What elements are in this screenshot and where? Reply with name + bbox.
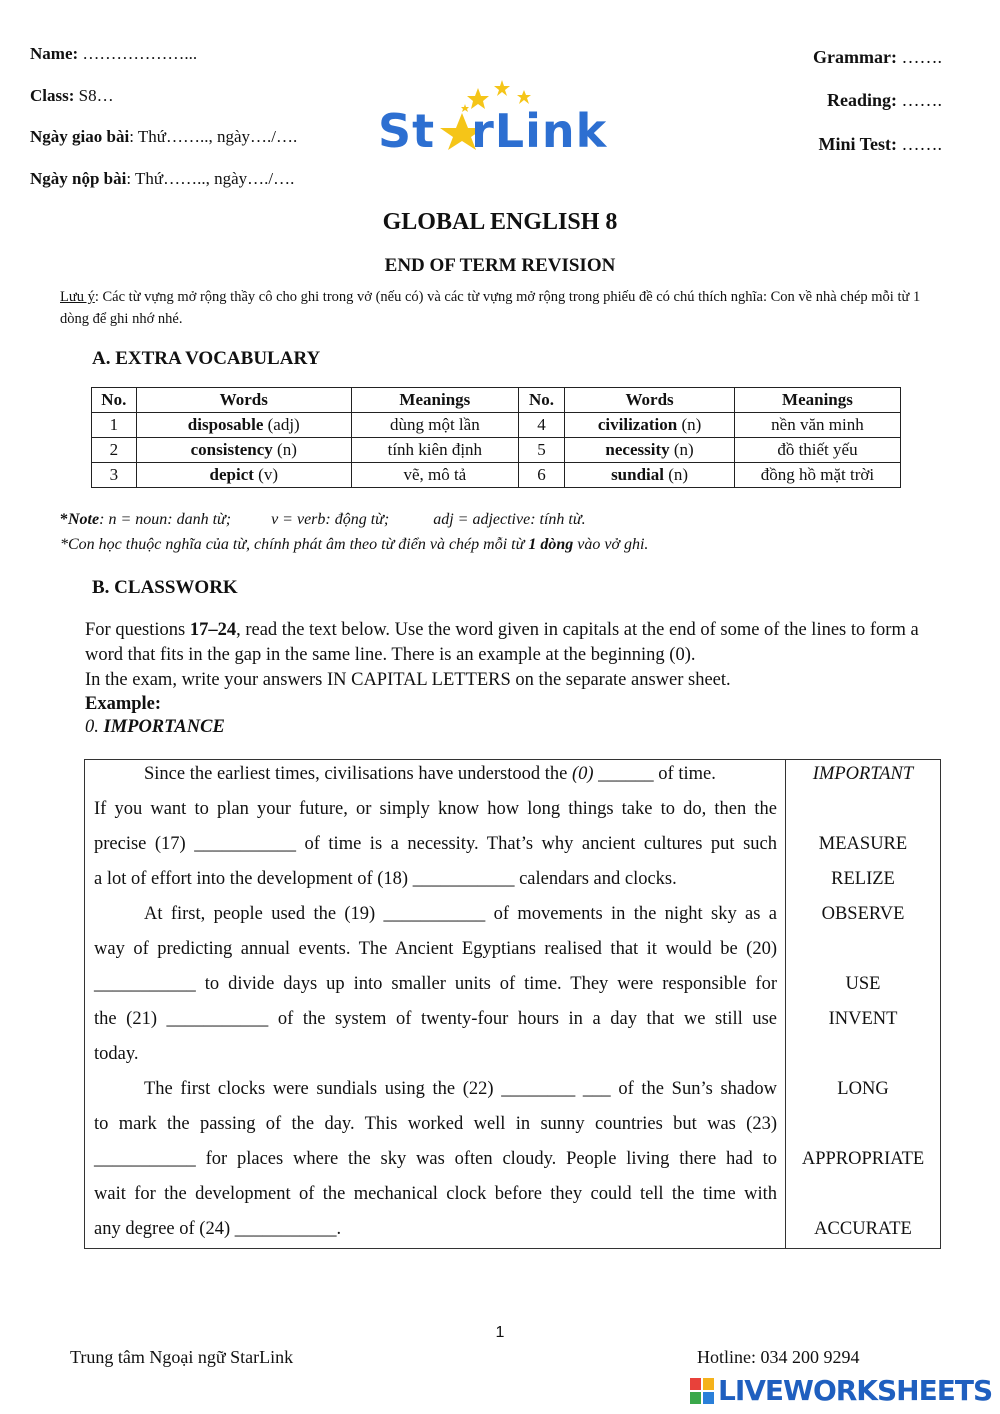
cue-word-18: RELIZE [831, 869, 895, 889]
part-of-speech: (adj) [263, 415, 300, 434]
minitest-value[interactable]: ……. [901, 134, 942, 154]
cue-word-21: INVENT [828, 1009, 898, 1029]
word-text: depict [209, 465, 254, 484]
name-value[interactable]: ………………... [82, 44, 198, 63]
col-header-no: No. [92, 388, 137, 413]
vocab-meaning: dùng một lần [351, 413, 518, 438]
vocab-meaning: đồng hồ mặt trời [734, 463, 900, 488]
passage-line-6: way of predicting annual events. The Ancient Egyptians realised that it would be (20) [94, 939, 777, 959]
instructions-line-2: In the exam, write your answers IN CAPITAL LETTERS on the separate answer sheet. [85, 670, 731, 690]
instructions [85, 618, 945, 668]
minitest-label: Mini Test: [818, 134, 897, 154]
submit-date-value[interactable]: : Thứ…….., ngày…./…. [126, 169, 295, 188]
example-number: 0. [85, 717, 104, 737]
cue-word-0: IMPORTANT [812, 764, 914, 784]
vocab-word [136, 413, 351, 438]
column-divider [785, 760, 786, 1248]
footer-center-name: Trung tâm Ngoại ngữ StarLink [70, 1347, 294, 1367]
reading-score [827, 90, 942, 111]
row-number: 1 [92, 413, 137, 438]
minitest-score [818, 134, 942, 155]
passage-line-11: to mark the passing of the day. This worked well in sunny countries but was (23) [94, 1114, 777, 1134]
row-number: 6 [518, 463, 564, 488]
passage-line-10: The first clocks were sundials using the (22) ________ ___ of the Sun’s shadow [144, 1079, 777, 1099]
logo-text-after: rLink [471, 104, 608, 158]
liveworksheets-watermark [690, 1374, 993, 1408]
submit-date-line [30, 169, 294, 189]
example-label: Example: [85, 694, 162, 714]
passage-line-13: wait for the development of the mechanical clock before they could tell the time with [94, 1184, 777, 1204]
vocab-header-row [92, 388, 901, 413]
passage-line-3: precise (17) ___________ of time is a necessity. That’s why ancient cultures put such [94, 834, 777, 854]
class-line [30, 86, 114, 106]
starlink-logo [378, 78, 628, 158]
passage-text: ______ of time. [593, 764, 716, 784]
reading-value[interactable]: ……. [901, 90, 942, 110]
instr-question-range: 17–24 [189, 620, 237, 640]
cue-word-22: LONG [837, 1079, 889, 1099]
note-label-bold: Note [68, 511, 100, 528]
passage-line-8: the (21) ___________ of the system of twenty-four hours in a day that we still use [94, 1009, 777, 1029]
vocab-word [565, 413, 735, 438]
col-header-meanings: Meanings [351, 388, 518, 413]
reading-label: Reading: [826, 90, 897, 110]
passage-text: Since the earliest times, civilisations have understood the [144, 764, 572, 784]
assign-date-line [30, 127, 297, 147]
logo-text [378, 104, 607, 158]
note-label: Lưu ý [60, 289, 95, 305]
section-a-title: A. EXTRA VOCABULARY [92, 348, 321, 369]
row-number: 3 [92, 463, 137, 488]
passage-line-9: today. [94, 1044, 139, 1064]
vocab-meaning: nền văn minh [734, 413, 900, 438]
assign-date-value[interactable]: : Thứ…….., ngày…./…. [129, 127, 298, 146]
vocab-meaning: tính kiên định [351, 438, 518, 463]
cue-word-19: OBSERVE [821, 904, 905, 924]
vocab-word [136, 463, 351, 488]
word-text: disposable [187, 415, 264, 434]
cue-word-23: APPROPRIATE [801, 1149, 925, 1169]
cue-word-24: ACCURATE [814, 1219, 912, 1239]
study-note-c: vào vở ghi. [573, 536, 649, 553]
word-text: civilization [597, 415, 678, 434]
word-text: consistency [190, 440, 273, 459]
table-row [92, 438, 901, 463]
word-text: sundial [611, 465, 664, 484]
example-answer-line [85, 715, 225, 740]
liveworksheets-logo-icon [690, 1378, 714, 1404]
cue-word-17: MEASURE [818, 834, 908, 854]
row-number: 4 [518, 413, 564, 438]
vocab-table [91, 387, 901, 488]
passage-line-14: any degree of (24) ___________. [94, 1219, 342, 1239]
example-gap-number: (0) [571, 764, 594, 784]
col-header-no: No. [518, 388, 564, 413]
note-text: : Các từ vựng mở rộng thầy cô cho ghi trong vở (nếu có) và các từ vựng mở rộng trong phiếu đề có chú thích nghĩa: Con về nhà chép mỗi từ 1 dòng để ghi nhớ nhé. [60, 289, 921, 327]
part-of-speech: (v) [253, 465, 278, 484]
footer-hotline: Hotline: 034 200 9294 [697, 1347, 860, 1367]
name-line [30, 44, 197, 64]
part-of-speech: (n) [669, 440, 694, 459]
study-note [60, 536, 648, 554]
instr-c: , read the text below. Use the word given in capitals at the end of some of the lines to form a word that fits in the gap in the same line. There is an example at the beginning (0). [85, 620, 919, 665]
passage-line-1 [94, 757, 777, 792]
passage-line-5: At first, people used the (19) ___________ of movements in the night sky as a [144, 904, 777, 924]
note-verb: v = verb: động từ; [271, 511, 390, 528]
col-header-words: Words [136, 388, 351, 413]
submit-date-label: Ngày nộp bài [30, 169, 127, 188]
instr-a: For questions [85, 620, 190, 640]
note-noun: : n = noun: danh từ; [99, 511, 232, 528]
passage-line-7: ___________ to divide days up into smaller units of time. They were responsible for [94, 974, 777, 994]
cue-word-20: USE [845, 974, 881, 994]
grammar-label: Grammar: [813, 47, 897, 67]
example-answer: IMPORTANCE [103, 717, 225, 737]
note-adjective: adj = adjective: tính từ. [433, 511, 586, 528]
col-header-words: Words [565, 388, 735, 413]
abbreviation-note [60, 511, 586, 529]
table-row [92, 463, 901, 488]
class-label: Class: [30, 86, 75, 105]
part-of-speech: (n) [272, 440, 297, 459]
name-label: Name: [30, 44, 79, 63]
passage-box [84, 759, 941, 1249]
assign-date-label: Ngày giao bài [30, 127, 130, 146]
part-of-speech: (n) [664, 465, 689, 484]
logo-text-before: St [378, 104, 436, 158]
vocab-word [565, 438, 735, 463]
vocab-word [136, 438, 351, 463]
note-star: * [60, 511, 68, 528]
col-header-meanings: Meanings [734, 388, 900, 413]
passage-line-12: ___________ for places where the sky was often cloudy. People living there had to [94, 1149, 777, 1169]
grammar-value[interactable]: ……. [901, 47, 942, 67]
passage-line-4: a lot of effort into the development of (18) ___________ calendars and clocks. [94, 869, 677, 889]
table-row [92, 413, 901, 438]
class-value[interactable]: S8… [78, 86, 114, 105]
part-of-speech: (n) [677, 415, 702, 434]
page-number: 1 [495, 1324, 505, 1341]
row-number: 2 [92, 438, 137, 463]
vocab-word [565, 463, 735, 488]
vietnamese-note [60, 286, 945, 330]
section-b-title: B. CLASSWORK [92, 577, 238, 598]
page-subtitle: END OF TERM REVISION [384, 255, 616, 276]
word-text: necessity [605, 440, 670, 459]
study-note-a: *Con học thuộc nghĩa của từ, chính phát âm theo từ điển và chép mỗi từ [60, 536, 529, 553]
grammar-score [813, 47, 942, 68]
row-number: 5 [518, 438, 564, 463]
page-title: GLOBAL ENGLISH 8 [382, 209, 618, 235]
watermark-text: LIVEWORKSHEETS [718, 1374, 993, 1407]
vocab-meaning: đồ thiết yếu [734, 438, 900, 463]
study-note-bold: 1 dòng [528, 536, 574, 553]
vocab-meaning: vẽ, mô tả [351, 463, 518, 488]
passage-line-2: If you want to plan your future, or simply know how long things take to do, then the [94, 799, 777, 819]
